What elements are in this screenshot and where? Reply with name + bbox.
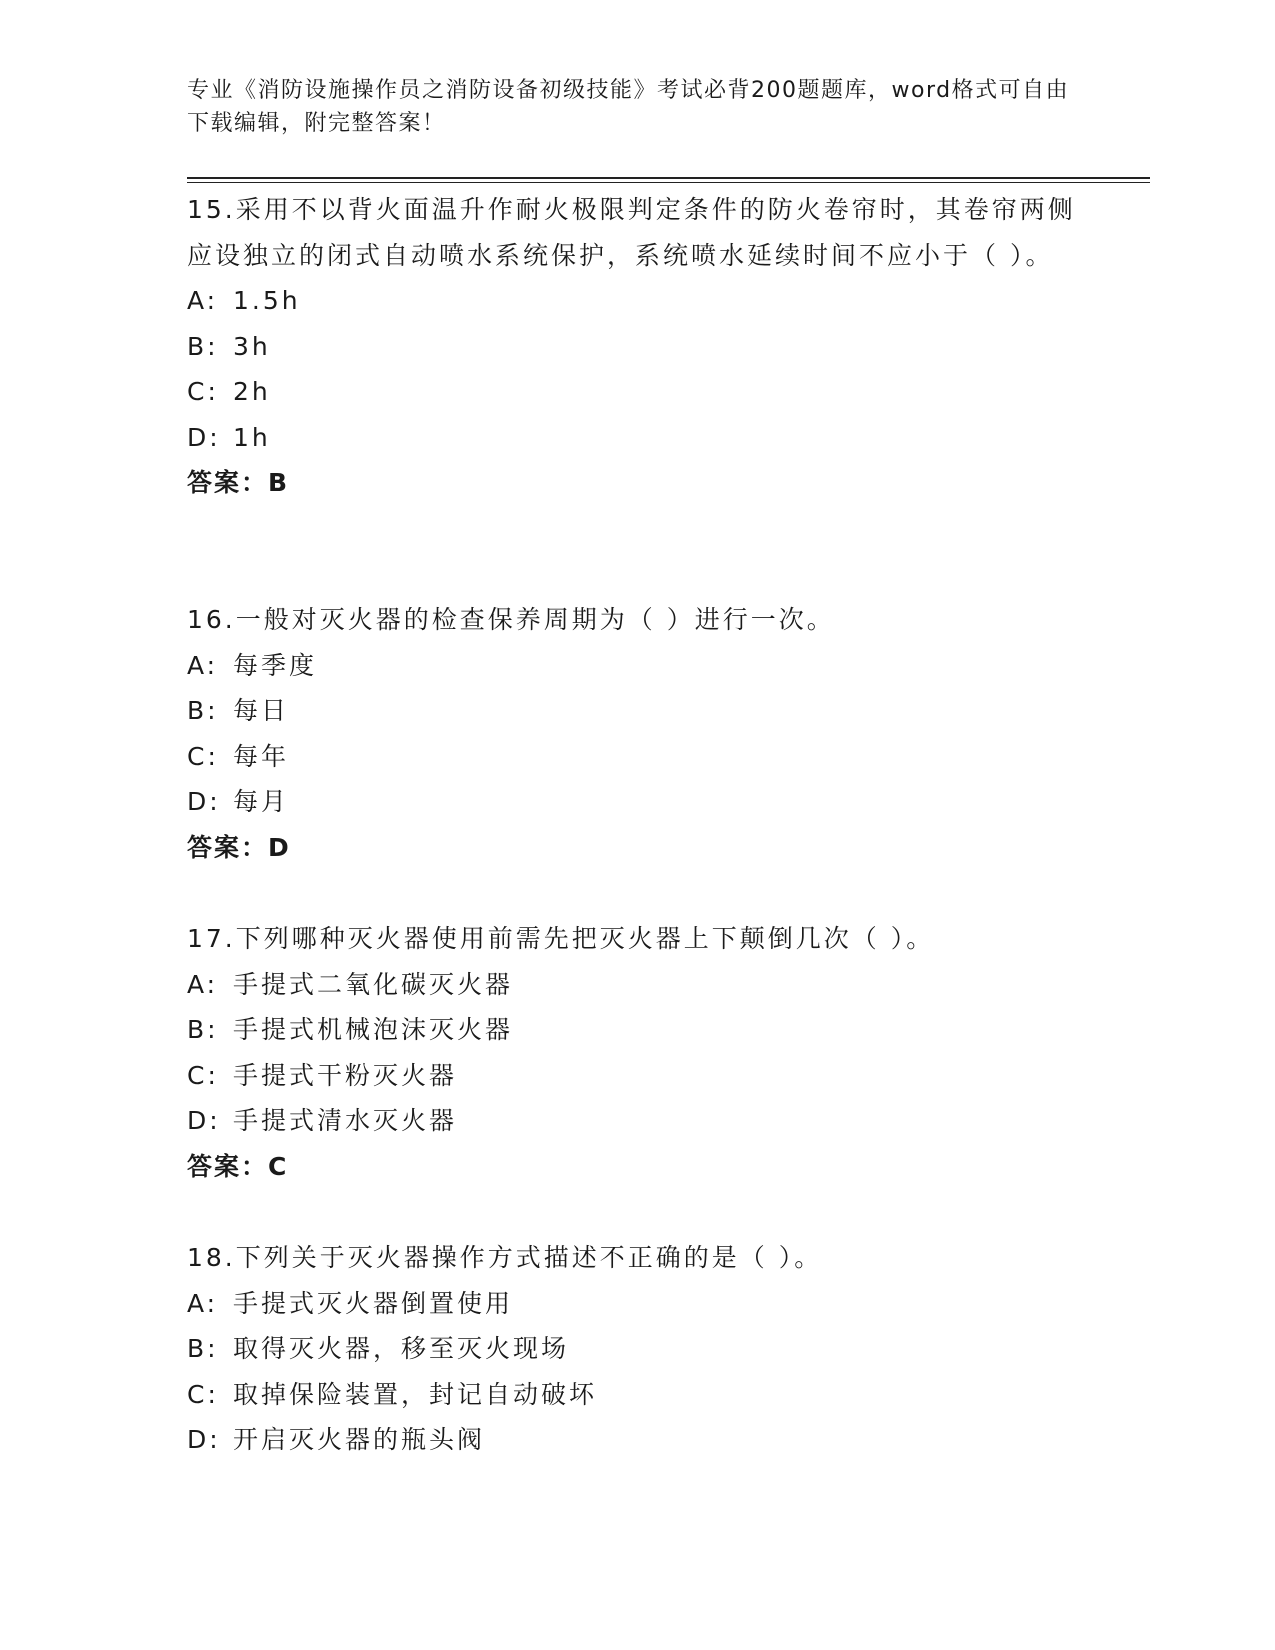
question-text: 16.一般对灭火器的检查保养周期为（ ）进行一次。 [187, 605, 835, 634]
option-letter: D: [187, 787, 221, 816]
option-text: 每月 [233, 787, 290, 816]
option-a [187, 962, 1087, 1008]
question-16 [187, 597, 1087, 870]
question-18 [187, 1235, 1087, 1463]
option-c [187, 369, 1087, 415]
option-b [187, 688, 1087, 734]
option-letter: A: [187, 1288, 219, 1318]
question-15 [187, 187, 1087, 506]
document-title: 专业《消防设施操作员之消防设备初级技能》考试必背200题题库，word格式可自由下载编辑，附完整答案！ [187, 78, 1070, 136]
option-text: 每日 [233, 696, 290, 725]
header-divider-thin [187, 182, 1150, 183]
answer-label: 答案：C [187, 1151, 289, 1181]
option-letter: C: [187, 377, 219, 406]
option-text: 取得灭火器，移至灭火现场 [233, 1334, 570, 1363]
option-letter: A: [187, 969, 219, 999]
option-letter: C: [187, 1379, 219, 1409]
option-d [187, 779, 1087, 825]
option-letter: B: [187, 696, 219, 725]
question-text: 15.采用不以背火面温升作耐火极限判定条件的防火卷帘时，其卷帘两侧应设独立的闭式自动喷水系统保护，系统喷水延续时间不应小于（ ）。 [187, 195, 1076, 270]
option-b [187, 324, 1087, 370]
option-text: 手提式干粉灭火器 [233, 1060, 458, 1090]
option-a [187, 278, 1087, 324]
question-text: 17.下列哪种灭火器使用前需先把灭火器上下颠倒几次（ ）。 [187, 924, 935, 953]
option-letter: D: [187, 422, 221, 452]
answer-label: 答案：B [187, 468, 290, 497]
option-d [187, 1098, 1087, 1144]
question-text: 18.下列关于灭火器操作方式描述不正确的是（ ）。 [187, 1243, 823, 1272]
option-letter: D: [187, 1425, 221, 1454]
option-letter: C: [187, 741, 219, 771]
option-text: 开启灭火器的瓶头阀 [233, 1425, 486, 1454]
option-letter: B: [187, 331, 219, 361]
option-text: 2h [233, 377, 271, 406]
option-c [187, 734, 1087, 780]
option-b [187, 1007, 1087, 1053]
option-text: 手提式灭火器倒置使用 [233, 1288, 514, 1318]
option-letter: B: [187, 1015, 219, 1044]
option-text: 手提式清水灭火器 [233, 1106, 458, 1135]
option-text: 手提式机械泡沫灭火器 [233, 1015, 514, 1044]
option-a [187, 643, 1087, 689]
option-letter: A: [187, 286, 219, 315]
option-letter: B: [187, 1334, 219, 1363]
option-b [187, 1326, 1087, 1372]
answer-label: 答案：D [187, 832, 291, 862]
option-a [187, 1281, 1087, 1327]
option-d [187, 415, 1087, 461]
option-letter: C: [187, 1060, 219, 1090]
option-d [187, 1417, 1087, 1463]
option-text: 取掉保险装置，封记自动破坏 [233, 1379, 598, 1409]
option-letter: D: [187, 1106, 221, 1135]
option-text: 1.5h [233, 286, 301, 315]
option-text: 每季度 [233, 650, 318, 680]
option-text: 3h [233, 331, 271, 361]
option-text: 每年 [233, 741, 290, 771]
option-text: 手提式二氧化碳灭火器 [233, 969, 514, 999]
option-text: 1h [233, 422, 271, 452]
question-17 [187, 916, 1087, 1189]
option-c [187, 1372, 1087, 1418]
header-divider-thick [187, 177, 1150, 179]
option-c [187, 1053, 1087, 1099]
option-letter: A: [187, 650, 219, 680]
